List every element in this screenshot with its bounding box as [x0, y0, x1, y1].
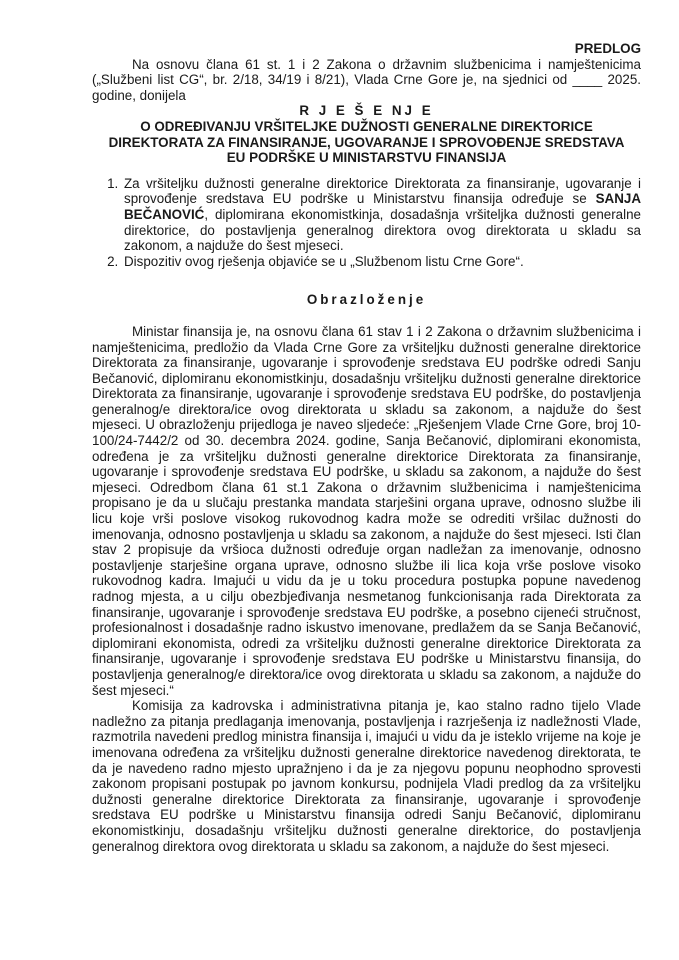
decision-item-2: 2. Dispozitiv ovog rješenja objaviće se u „Službenom listu Crne Gore“. — [122, 254, 641, 270]
document-page — [92, 41, 641, 854]
decision-item-1 — [122, 176, 641, 254]
explanation-heading: Obrazloženje — [306, 292, 427, 308]
proposal-label: PREDLOG — [574, 41, 641, 56]
appointee-name: SANJA BEČANOVIĆ — [124, 191, 641, 222]
explanation-paragraph: Komisija za kadrovska i administrativna pitanja je, kao stalno radno tijelo Vlade nadležno za pitanja predlaganja imenovanja, postavljenja i razrješenja iz nadležnosti Vlade, razmotrila navedeni predlog ministra finansija i, imajući u vidu da je isteklo vrijeme na koje je imenovana određena za vršiteljku dužnosti generalne direktorice navedenog direktorata, te da je navedeno radno mjesto upražnjeno i da je za njegovu popunu neophodno sprovesti zakonom propisani postupak po javnom konkursu, podnijela Vladi predlog da za vršiteljku dužnosti generalne direktorice Direktorata za finansiranje, ugovaranje i sprovođenje sredstava EU podrške u Ministarstvu finansija odredi Sanju Bečanović, diplomiranu ekonomistkinju, dosadašnju vršiteljku dužnosti generalne direktorice, do postavljenja generalnog direktora ovog direktorata u skladu sa zakonom, a najduže do šest mjeseci. — [92, 698, 641, 854]
item-text: Za vršiteljku dužnosti generalne direktorice Direktorata za finansiranje, ugovaranje i sprovođenje sredstava EU podrške u Ministarstvu finansija određuje se — [124, 175, 641, 207]
decision-heading: R J E Š E NJ E — [299, 103, 434, 119]
explanation-paragraph: Ministar finansija je, na osnovu člana 61 stav 1 i 2 Zakona o državnim službenicima i namještenicima, predložio da Vlada Crne Gore za vršiteljku dužnosti generalne direktorice Direktorata za finansiranje, ugovaranje i sprovođenje sredstava EU podrške odredi Sanju Bečanović, diplomiranu ekonomistkinju, dosadašnju vršiteljku dužnosti generalne direktorice Direktorata za finansiranje, ugovaranje i sprovođenje sredstava EU podrške, do postavljenja generalnog/e direktora/ice ovog direktorata u skladu sa zakonom, a najduže do šest mjeseci. U obrazloženju prijedloga je naveo sljedeće: „Rješenjem Vlade Crne Gore, broj 10-100/24-7442/2 od 30. decembra 2024. godine, Sanja Bečanović, diplomirani ekonomista, određena je za vršiteljku dužnosti generalne direktorice Direktorata za finansiranje, ugovaranje i sprovođenje sredstava EU podrške, u skladu sa zakonom, a najduže do šest mjeseci. Odredbom člana 61 st.1 Zakona o državnim službenicima i namještenicima propisano je da u slučaju prestanka mandata starješini organa uprave, odnosno službe ili licu koje vrši poslove visokog rukovodnog kadra može se odrediti vršilac dužnosti do imenovanja, odnosno postavljenja u skladu sa zakonom, a najduže do šest mjeseci. Isti član stav 2 propisuje da vršioca dužnosti određuje organ nadležan za imenovanje, odnosno postavljenje starješine organa uprave, odnosno službe ili lica koja vrše poslove visoko rukovodnog kadra. Imajući u vidu da je u toku procedura postupka popune navedenog radnog mjesta, a u cilju obezbjeđivanja nesmetanog funkcionisanja rada Direktorata za finansiranje, ugovaranje i sprovođenje sredstava EU podrške, a posebno cijeneći stručnost, profesionalnost i dosadašnje radno iskustvo imenovane, predlažem da se Sanja Bečanović, diplomirani ekonomista, odredi za vršiteljku dužnosti generalne direktorice Direktorata za finansiranje, ugovaranje i sprovođenje sredstava EU podrške u Ministarstvu finansija, do postavljenja generalnog/e direktora/ice ovog direktorata u skladu sa zakonom, a najduže do šest mjeseci.“ — [92, 323, 641, 698]
decision-subtitle: O ODREĐIVANJU VRŠITELJKE DUŽNOSTI GENERALNE DIREKTORICE DIREKTORATA ZA FINANSIRANJE, UGOVARANJE I SPROVOĐENJE SREDSTAVA EU PODRŠKE U MINISTARSTVU FINANSIJA — [108, 118, 625, 166]
decision-items — [92, 176, 641, 270]
item-text: , diplomirana ekonomistkinja, dosadašnja vršiteljka dužnosti generalne direktorice, do postavljenja generalnog direktora ovog direktorata u skladu sa zakonom, a najduže do šest mjeseci. — [124, 206, 641, 254]
intro-paragraph: Na osnovu člana 61 st. 1 i 2 Zakona o državnim službenicima i namještenicima („Službeni list CG“, br. 2/18, 34/19 i 8/21), Vlada Crne Gore je, na sjednici od ____ 2025. godine, donijela — [92, 56, 641, 103]
